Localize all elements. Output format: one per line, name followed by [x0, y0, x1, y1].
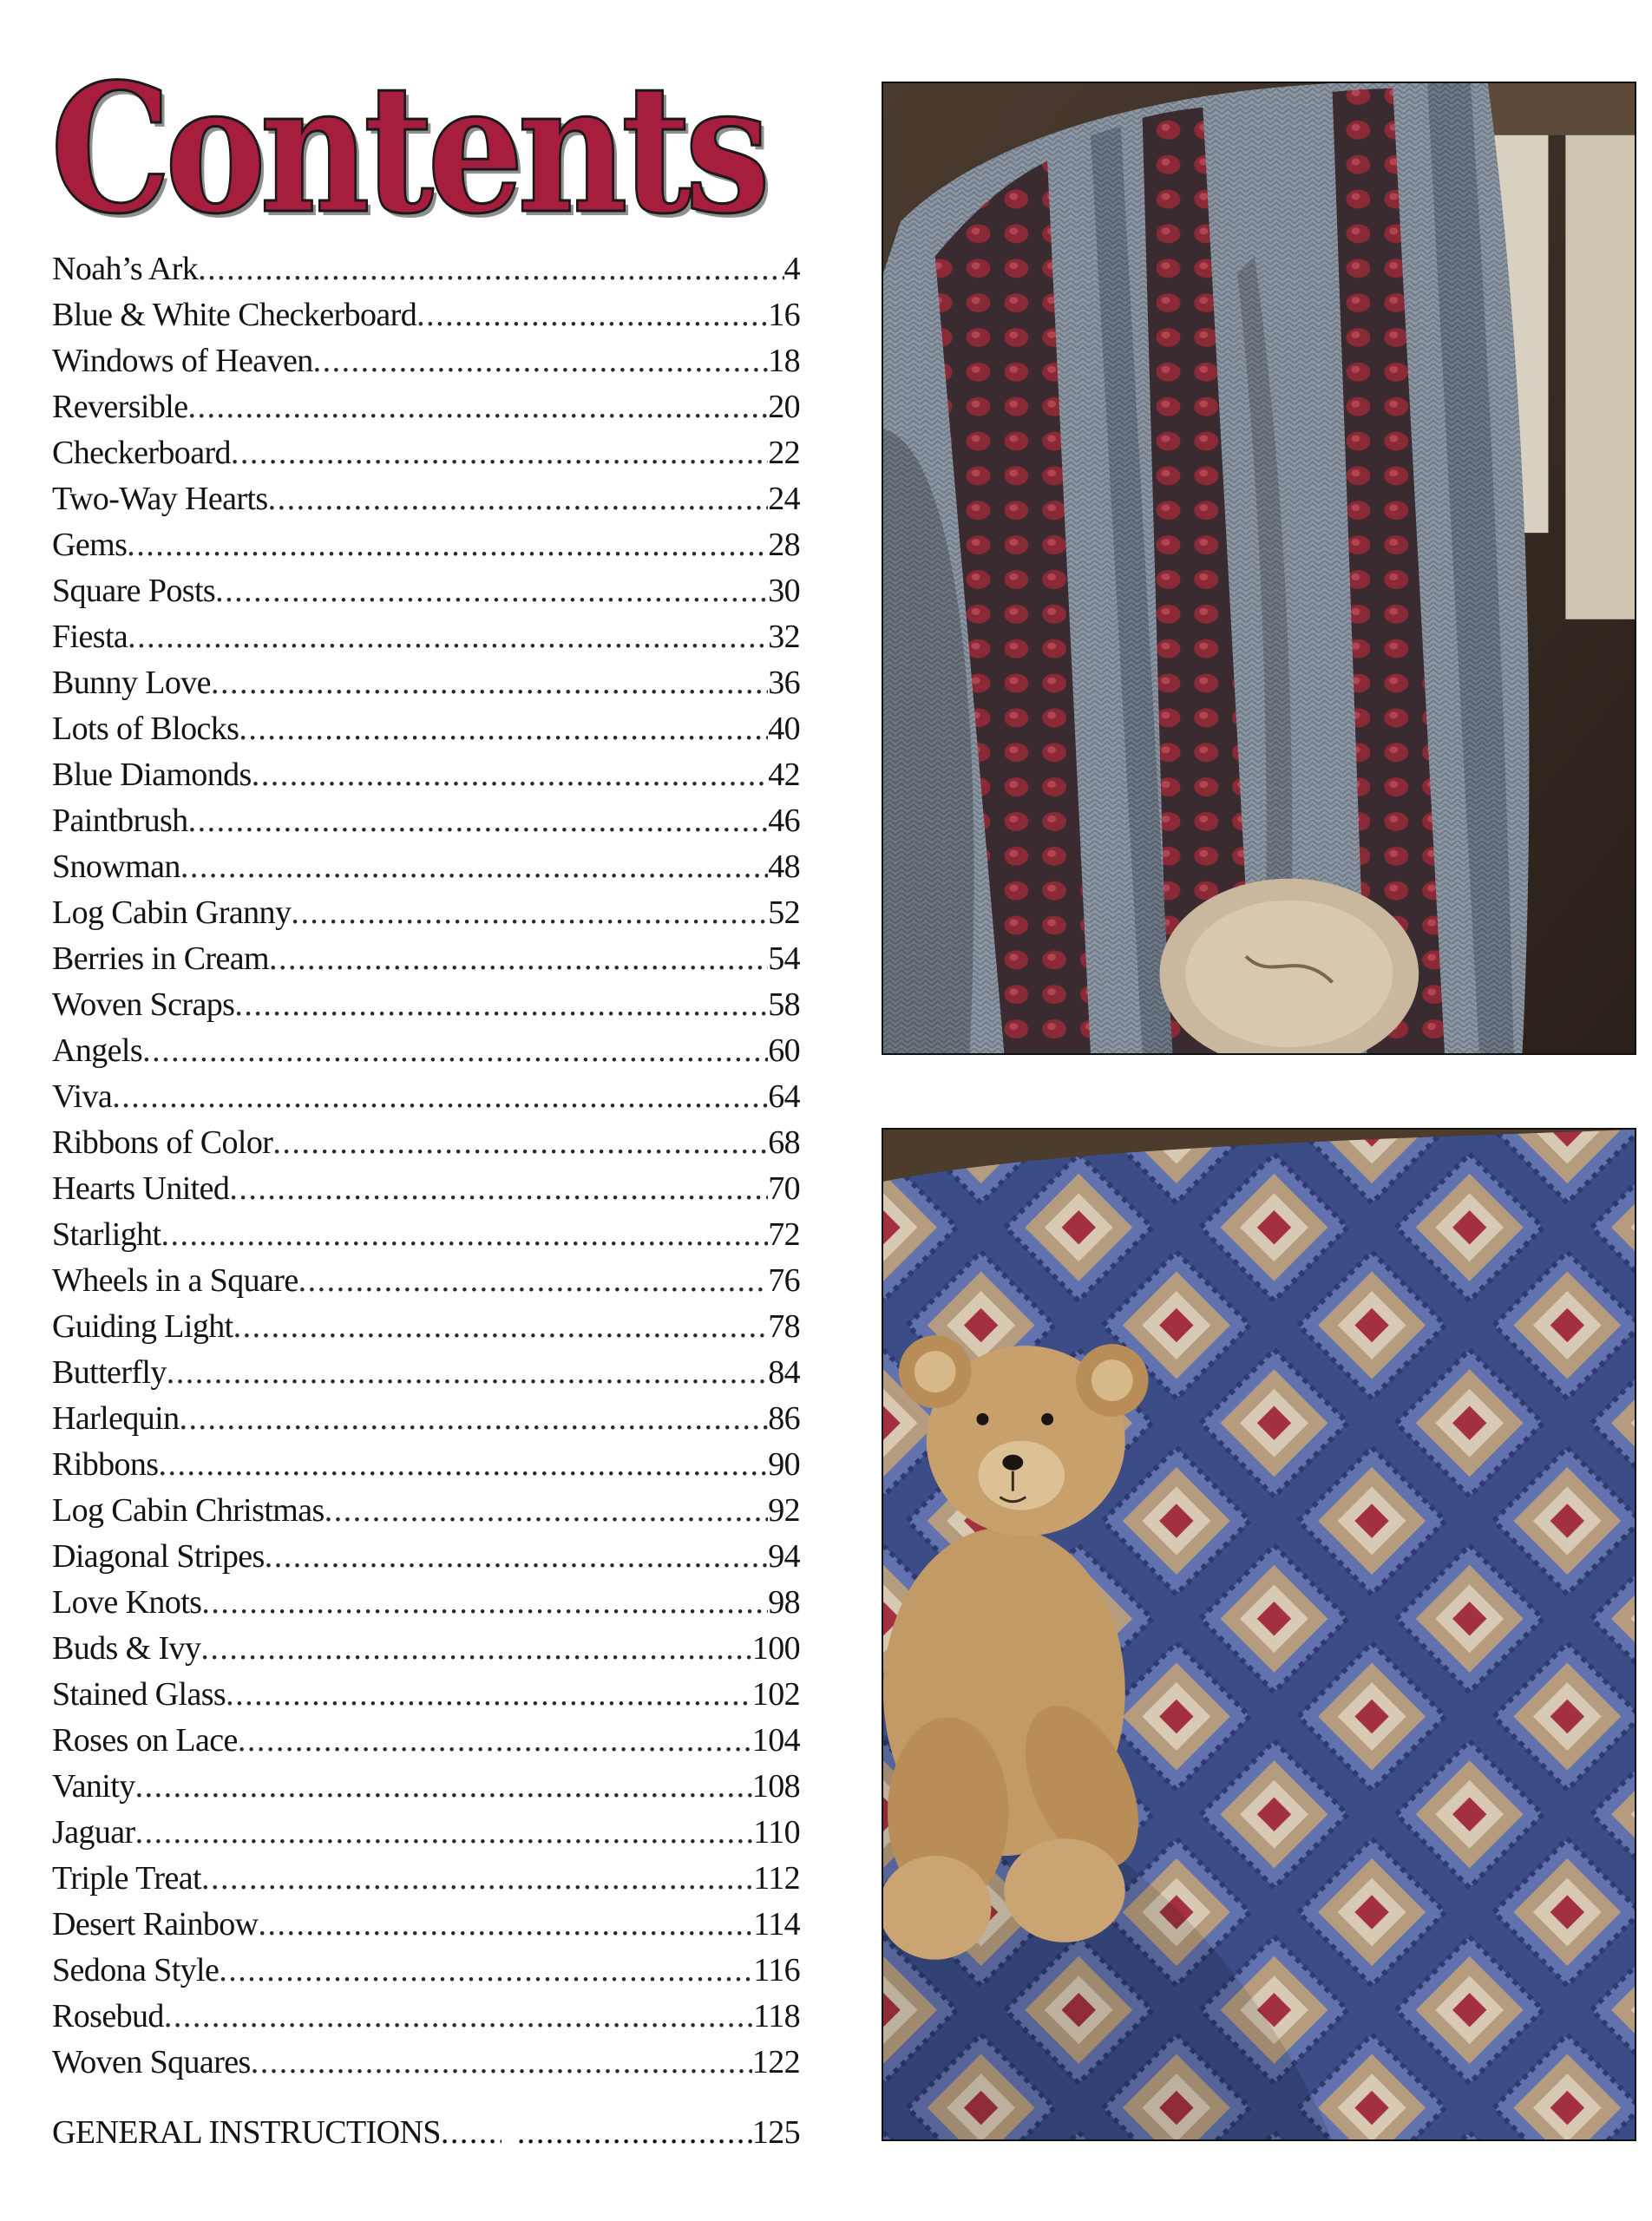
toc-entry-page: 20: [768, 389, 800, 425]
toc-entry-page: 54: [768, 940, 800, 977]
toc-entry-title: Lots of Blocks: [52, 711, 239, 747]
toc-entry[interactable]: [52, 1626, 800, 1672]
page-title: Contents: [50, 45, 764, 253]
toc-entry[interactable]: [52, 476, 800, 522]
toc-entry-title: Woven Squares: [52, 2044, 251, 2080]
toc-entry-title: Berries in Cream: [52, 940, 269, 977]
toc-entry-title: Diagonal Stripes: [52, 1538, 265, 1575]
toc-entry-page: 112: [753, 1860, 800, 1897]
dot-leader: [313, 338, 769, 384]
toc-entry[interactable]: [52, 660, 800, 706]
toc-entry[interactable]: [52, 522, 800, 568]
dot-leader: [215, 568, 768, 614]
toc-entry[interactable]: [52, 1856, 800, 1902]
dot-leader: [226, 1672, 752, 1718]
toc-entry-title: Noah’s Ark: [52, 251, 199, 287]
toc-entry-page: 98: [768, 1584, 800, 1621]
afghan-stripes-image: [883, 83, 1635, 1053]
toc-entry-page: 104: [751, 1722, 800, 1759]
toc-entry-title: Bunny Love: [52, 665, 211, 701]
dot-leader: [441, 2110, 502, 2156]
toc-entry[interactable]: [52, 1718, 800, 1764]
dot-leader: [159, 1442, 769, 1488]
contents-list: [52, 246, 800, 2086]
toc-entry-title: Two-Way Hearts: [52, 481, 268, 517]
toc-entry-page: 116: [753, 1952, 800, 1988]
toc-entry[interactable]: [52, 1350, 800, 1396]
dot-leader: [269, 936, 768, 982]
toc-entry[interactable]: [52, 1948, 800, 1994]
dot-leader: [416, 292, 768, 338]
toc-entry-page: 24: [768, 481, 800, 517]
toc-entry-title: Butterfly: [52, 1354, 167, 1391]
toc-entry-title: Square Posts: [52, 573, 216, 609]
dot-leader: [127, 522, 768, 568]
toc-entry-page: 110: [753, 1814, 800, 1851]
toc-entry-page: 28: [768, 527, 800, 563]
dot-leader: [238, 1718, 752, 1764]
toc-entry[interactable]: [52, 1672, 800, 1718]
toc-entry-title: Viva: [52, 1078, 113, 1115]
toc-entry[interactable]: [52, 1166, 800, 1212]
toc-entry-page: 86: [768, 1400, 800, 1437]
dot-leader: [517, 2110, 752, 2156]
toc-entry[interactable]: [52, 1212, 800, 1258]
toc-entry[interactable]: [52, 982, 800, 1028]
toc-entry-page: 100: [751, 1630, 800, 1667]
toc-entry-page: 46: [768, 803, 800, 839]
toc-entry-title: Vanity: [52, 1768, 135, 1805]
toc-entry-page: 52: [768, 894, 800, 931]
toc-entry[interactable]: [52, 1994, 800, 2040]
toc-entry-title: Desert Rainbow: [52, 1906, 259, 1943]
toc-entry-title: Rosebud: [52, 1998, 164, 2034]
dot-leader: [272, 1120, 768, 1166]
toc-entry-title: Hearts United: [52, 1170, 230, 1207]
dot-leader: [135, 1810, 754, 1856]
toc-entry-page: 68: [768, 1124, 800, 1161]
general-instructions-entry[interactable]: [52, 2110, 800, 2156]
toc-entry-page: 108: [751, 1768, 800, 1805]
toc-entry-page: 72: [768, 1216, 800, 1253]
dot-leader: [128, 614, 768, 660]
dot-leader: [239, 706, 768, 752]
toc-entry[interactable]: [52, 752, 800, 798]
toc-entry-page: 78: [768, 1308, 800, 1345]
toc-entry[interactable]: [52, 1304, 800, 1350]
toc-entry-title: Stained Glass: [52, 1676, 226, 1713]
afghan-stripes-photo: [882, 82, 1636, 1055]
toc-entry[interactable]: [52, 246, 800, 292]
dot-leader: [201, 1856, 753, 1902]
toc-entry[interactable]: [52, 936, 800, 982]
toc-entry-title: Jaguar: [52, 1814, 135, 1851]
toc-entry-page: 94: [768, 1538, 800, 1575]
toc-entry-page: 90: [768, 1446, 800, 1483]
dot-leader: [324, 1488, 768, 1534]
toc-entry-title: Harlequin: [52, 1400, 180, 1437]
toc-entry[interactable]: [52, 2040, 800, 2086]
toc-entry-page: 4: [783, 251, 800, 287]
toc-entry-title: Fiesta: [52, 619, 128, 655]
toc-entry[interactable]: [52, 1764, 800, 1810]
toc-entry-title: Wheels in a Square: [52, 1262, 298, 1299]
granny-afghan-teddy-photo: [882, 1128, 1636, 2141]
toc-entry-page: 122: [751, 2044, 800, 2080]
toc-entry-page: 60: [768, 1032, 800, 1069]
dot-leader: [180, 844, 768, 890]
toc-entry-page: 36: [768, 665, 800, 701]
toc-entry-page: 64: [768, 1078, 800, 1115]
dot-leader: [198, 246, 783, 292]
dot-leader: [298, 1258, 769, 1304]
general-instructions-page: 125: [751, 2114, 800, 2151]
toc-entry-title: Snowman: [52, 848, 180, 885]
toc-entry-page: 18: [768, 343, 800, 379]
toc-entry-title: Buds & Ivy: [52, 1630, 201, 1667]
toc-entry-title: Love Knots: [52, 1584, 202, 1621]
dot-leader: [231, 430, 768, 476]
dot-leader: [201, 1580, 768, 1626]
toc-entry-title: Sedona Style: [52, 1952, 220, 1988]
toc-entry-page: 40: [768, 711, 800, 747]
toc-entry-title: Angels: [52, 1032, 143, 1069]
toc-entry[interactable]: [52, 384, 800, 430]
toc-entry-page: 92: [768, 1492, 800, 1529]
dot-leader: [229, 1166, 768, 1212]
dot-leader: [161, 1212, 769, 1258]
toc-entry[interactable]: [52, 1902, 800, 1948]
toc-entry[interactable]: [52, 844, 800, 890]
toc-entry-page: 42: [768, 757, 800, 793]
toc-entry-title: Blue & White Checkerboard: [52, 297, 417, 333]
toc-entry-title: Windows of Heaven: [52, 343, 313, 379]
dot-leader: [252, 752, 769, 798]
dot-leader: [188, 798, 769, 844]
dot-leader: [265, 1534, 768, 1580]
toc-entry-page: 70: [768, 1170, 800, 1207]
dot-leader: [135, 1764, 752, 1810]
toc-entry-page: 32: [768, 619, 800, 655]
dot-leader: [234, 982, 768, 1028]
toc-entry-page: 58: [768, 986, 800, 1023]
toc-entry-title: Log Cabin Granny: [52, 894, 292, 931]
toc-entry[interactable]: [52, 1074, 800, 1120]
toc-entry[interactable]: [52, 890, 800, 936]
toc-entry-title: Woven Scraps: [52, 986, 235, 1023]
toc-entry-title: Roses on Lace: [52, 1722, 238, 1759]
toc-entry-title: Paintbrush: [52, 803, 188, 839]
toc-entry-title: Reversible: [52, 389, 188, 425]
dot-leader: [112, 1074, 768, 1120]
toc-entry-page: 30: [768, 573, 800, 609]
dot-leader: [259, 1902, 754, 1948]
toc-entry[interactable]: [52, 1396, 800, 1442]
dot-leader: [142, 1028, 768, 1074]
toc-entry-title: Starlight: [52, 1216, 161, 1253]
toc-entry-title: Checkerboard: [52, 435, 231, 471]
toc-entry[interactable]: [52, 706, 800, 752]
toc-entry-title: Ribbons: [52, 1446, 159, 1483]
toc-entry[interactable]: [52, 1580, 800, 1626]
dot-leader: [233, 1304, 769, 1350]
toc-entry-page: 22: [768, 435, 800, 471]
granny-afghan-image: [883, 1130, 1635, 2139]
toc-entry[interactable]: [52, 1120, 800, 1166]
toc-entry-page: 102: [751, 1676, 800, 1713]
toc-entry-title: Gems: [52, 527, 128, 563]
dot-leader: [219, 1948, 753, 1994]
toc-entry-page: 76: [768, 1262, 800, 1299]
toc-entry-title: Triple Treat: [52, 1860, 201, 1897]
dot-leader: [251, 2040, 752, 2086]
toc-entry-title: Guiding Light: [52, 1308, 233, 1345]
toc-entry[interactable]: [52, 1442, 800, 1488]
dot-leader: [200, 1626, 751, 1672]
toc-entry-page: 16: [768, 297, 800, 333]
toc-entry[interactable]: [52, 614, 800, 660]
toc-entry[interactable]: [52, 292, 800, 338]
toc-entry-page: 114: [753, 1906, 800, 1943]
dot-leader: [164, 1994, 753, 2040]
toc-entry[interactable]: [52, 430, 800, 476]
toc-entry[interactable]: [52, 338, 800, 384]
toc-entry[interactable]: [52, 798, 800, 844]
toc-entry-title: Log Cabin Christmas: [52, 1492, 324, 1529]
toc-entry-title: Ribbons of Color: [52, 1124, 273, 1161]
toc-entry[interactable]: [52, 1810, 800, 1856]
dot-leader: [180, 1396, 769, 1442]
toc-entry[interactable]: [52, 1534, 800, 1580]
dot-leader: [188, 384, 769, 430]
dot-leader: [291, 890, 768, 936]
dot-leader: [167, 1350, 768, 1396]
toc-entry-page: 118: [753, 1998, 800, 2034]
toc-entry[interactable]: [52, 1488, 800, 1534]
toc-entry-title: Blue Diamonds: [52, 757, 252, 793]
toc-entry-page: 84: [768, 1354, 800, 1391]
toc-entry[interactable]: [52, 1028, 800, 1074]
general-instructions-title: GENERAL INSTRUCTIONS: [52, 2114, 441, 2151]
dot-leader: [268, 476, 769, 522]
toc-entry-page: 48: [768, 848, 800, 885]
toc-entry[interactable]: [52, 1258, 800, 1304]
dot-leader: [211, 660, 768, 706]
toc-entry[interactable]: [52, 568, 800, 614]
